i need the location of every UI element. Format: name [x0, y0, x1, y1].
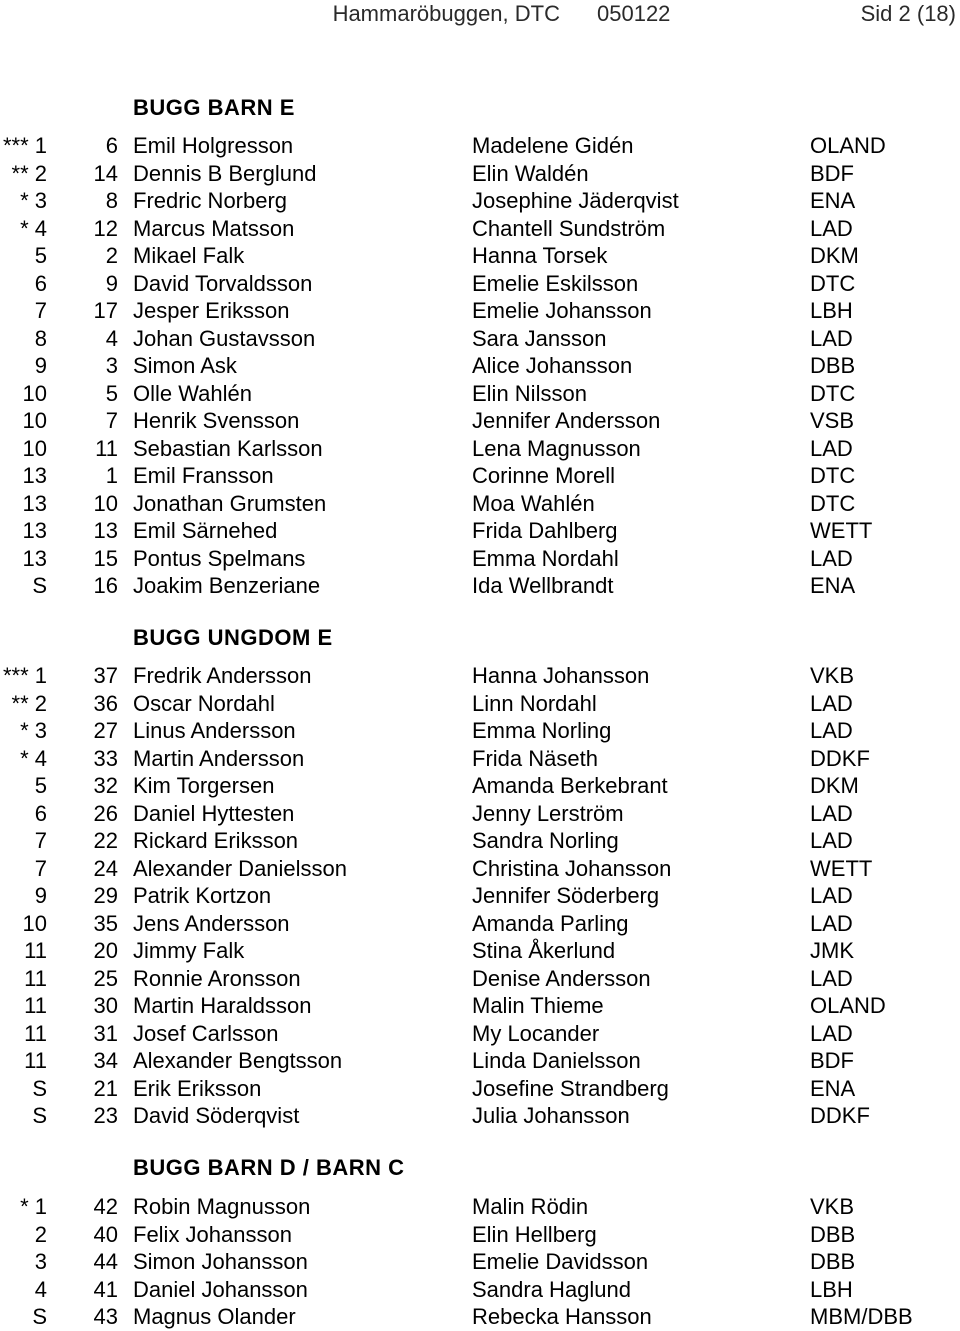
- club-code: DTC: [810, 463, 856, 488]
- couple-number: 13: [93, 518, 118, 543]
- club-code: DTC: [810, 270, 856, 296]
- couple-number: 34: [93, 1048, 118, 1073]
- partner-name: Malin Rödin: [472, 1194, 589, 1219]
- dancer-name: Josef Carlsson: [133, 1020, 279, 1046]
- club-code: MBM/DBB: [810, 1304, 913, 1329]
- club-code: LAD: [810, 965, 853, 991]
- result-row: [0, 1047, 960, 1075]
- club-code: ENA: [810, 1075, 856, 1101]
- result-row: [0, 297, 960, 325]
- partner-name: Hanna Torsek: [472, 243, 608, 268]
- placement: 5: [34, 773, 47, 798]
- couple-number: 11: [95, 435, 118, 461]
- dancer-name: Alexander Bengtsson: [133, 1048, 343, 1073]
- dancer-name: Johan Gustavsson: [133, 325, 316, 351]
- result-row: [0, 325, 960, 353]
- page-number: Sid 2 (18): [860, 1, 956, 26]
- club-code: BDF: [810, 1048, 854, 1073]
- couple-number: 17: [93, 298, 118, 323]
- partner-name: Emelie Johansson: [472, 298, 652, 323]
- dancer-name: Patrik Kortzon: [133, 883, 272, 908]
- dancer-name: Simon Ask: [133, 353, 237, 378]
- club-code: LBH: [810, 298, 853, 323]
- page-header: [0, 0, 960, 30]
- dancer-name: Daniel Johansson: [133, 1276, 308, 1302]
- result-row: [0, 772, 960, 800]
- dancer-name: Jimmy Falk: [133, 938, 245, 963]
- placement: S: [32, 1075, 47, 1101]
- partner-name: Corinne Morell: [472, 463, 616, 488]
- placement: 11: [24, 993, 47, 1018]
- couple-number: 40: [93, 1221, 118, 1247]
- placement: S: [32, 1103, 47, 1128]
- result-row: [0, 910, 960, 938]
- results-list: [0, 1193, 960, 1331]
- result-row: [0, 1276, 960, 1304]
- club-code: LAD: [810, 690, 853, 716]
- couple-number: 12: [93, 215, 118, 241]
- club-code: VKB: [810, 663, 855, 688]
- dancer-name: Kim Torgersen: [133, 773, 275, 798]
- couple-number: 22: [93, 828, 118, 853]
- couple-number: 41: [93, 1276, 118, 1302]
- couple-number: 5: [105, 380, 118, 406]
- result-row: [0, 745, 960, 773]
- couple-number: 10: [93, 490, 118, 516]
- placement: 13: [22, 545, 47, 571]
- placement: ** 2: [11, 690, 47, 716]
- partner-name: Amanda Berkebrant: [472, 773, 668, 798]
- dancer-name: Marcus Matsson: [133, 215, 295, 241]
- partner-name: Malin Thieme: [472, 993, 604, 1018]
- dancer-name: Henrik Svensson: [133, 408, 300, 433]
- placement: ** 2: [11, 160, 47, 186]
- dancer-name: Pontus Spelmans: [133, 545, 306, 571]
- dancer-name: Felix Johansson: [133, 1221, 292, 1247]
- results-list: [0, 662, 960, 1130]
- club-code: DBB: [810, 1221, 856, 1247]
- partner-name: Elin Waldén: [472, 160, 589, 186]
- placement: 2: [34, 1221, 47, 1247]
- club-code: OLAND: [810, 133, 886, 158]
- dancer-name: Ronnie Aronsson: [133, 965, 301, 991]
- result-row: [0, 662, 960, 690]
- placement: 10: [22, 408, 47, 433]
- club-code: ENA: [810, 188, 856, 213]
- placement: 11: [24, 965, 47, 991]
- partner-name: Amanda Parling: [472, 910, 629, 936]
- couple-number: 24: [93, 855, 118, 881]
- partner-name: Hanna Johansson: [472, 663, 650, 688]
- club-code: LBH: [810, 1276, 853, 1302]
- club-code: LAD: [810, 325, 853, 351]
- result-row: [0, 1102, 960, 1130]
- partner-name: Ida Wellbrandt: [472, 573, 614, 598]
- placement: 11: [24, 1048, 47, 1073]
- couple-number: 25: [93, 965, 118, 991]
- placement: 6: [34, 270, 47, 296]
- partner-name: Jennifer Söderberg: [472, 883, 660, 908]
- partner-name: Lena Magnusson: [472, 435, 641, 461]
- dancer-name: Mikael Falk: [133, 243, 245, 268]
- result-row: [0, 132, 960, 160]
- couple-number: 26: [93, 800, 118, 826]
- dancer-name: Rickard Eriksson: [133, 828, 299, 853]
- placement: 5: [34, 243, 47, 268]
- dancer-name: Simon Johansson: [133, 1249, 308, 1274]
- placement: * 4: [20, 745, 47, 771]
- couple-number: 7: [105, 408, 118, 433]
- partner-name: Sandra Norling: [472, 828, 619, 853]
- club-code: DDKF: [810, 1103, 870, 1128]
- partner-name: Frida Näseth: [472, 745, 598, 771]
- club-code: LAD: [810, 545, 853, 571]
- couple-number: 27: [93, 718, 118, 743]
- result-row: [0, 882, 960, 910]
- club-code: BDF: [810, 160, 854, 186]
- couple-number: 32: [93, 773, 118, 798]
- couple-number: 23: [93, 1103, 118, 1128]
- section-title: BUGG UNGDOM E: [133, 625, 333, 650]
- dancer-name: Oscar Nordahl: [133, 690, 275, 716]
- partner-name: Sara Jansson: [472, 325, 607, 351]
- result-row: [0, 435, 960, 463]
- result-row: [0, 827, 960, 855]
- partner-name: Emelie Eskilsson: [472, 270, 639, 296]
- dancer-name: Emil Särnehed: [133, 518, 278, 543]
- couple-number: 30: [93, 993, 118, 1018]
- event-date: 050122: [597, 1, 671, 26]
- dancer-name: Emil Fransson: [133, 463, 274, 488]
- couple-number: 6: [105, 133, 118, 158]
- couple-number: 21: [93, 1075, 118, 1101]
- couple-number: 15: [93, 545, 118, 571]
- result-row: [0, 517, 960, 545]
- partner-name: Josefine Strandberg: [472, 1075, 669, 1101]
- couple-number: 35: [93, 910, 118, 936]
- partner-name: Josephine Jäderqvist: [472, 188, 679, 213]
- placement: 4: [34, 1276, 47, 1302]
- placement: * 4: [20, 215, 47, 241]
- club-code: DTC: [810, 380, 856, 406]
- couple-number: 31: [93, 1020, 118, 1046]
- club-code: LAD: [810, 828, 853, 853]
- couple-number: 1: [105, 463, 118, 488]
- result-row: [0, 1193, 960, 1221]
- partner-name: Alice Johansson: [472, 353, 633, 378]
- partner-name: Elin Hellberg: [472, 1221, 597, 1247]
- couple-number: 36: [93, 690, 118, 716]
- placement: 7: [34, 828, 47, 853]
- partner-name: Madelene Gidén: [472, 133, 634, 158]
- result-row: [0, 407, 960, 435]
- result-row: [0, 352, 960, 380]
- result-row: [0, 380, 960, 408]
- dancer-name: Fredrik Andersson: [133, 663, 312, 688]
- club-code: DBB: [810, 1249, 856, 1274]
- couple-number: 43: [93, 1304, 118, 1329]
- placement: 13: [22, 490, 47, 516]
- placement: 13: [22, 463, 47, 488]
- dancer-name: Jesper Eriksson: [133, 298, 290, 323]
- result-row: [0, 1020, 960, 1048]
- couple-number: 44: [93, 1249, 118, 1274]
- result-row: [0, 462, 960, 490]
- result-row: [0, 187, 960, 215]
- partner-name: Moa Wahlén: [472, 490, 595, 516]
- result-row: [0, 1075, 960, 1103]
- dancer-name: Daniel Hyttesten: [133, 800, 295, 826]
- dancer-name: Joakim Benzeriane: [133, 573, 321, 598]
- placement: 9: [34, 353, 47, 378]
- club-code: LAD: [810, 883, 853, 908]
- result-row: [0, 545, 960, 573]
- result-row: [0, 965, 960, 993]
- club-code: DKM: [810, 243, 859, 268]
- couple-number: 2: [105, 243, 118, 268]
- placement: 6: [34, 800, 47, 826]
- placement: 7: [34, 298, 47, 323]
- couple-number: 33: [93, 745, 118, 771]
- result-row: [0, 160, 960, 188]
- partner-name: Linda Danielsson: [472, 1048, 641, 1073]
- partner-name: Chantell Sundström: [472, 215, 666, 241]
- event-title: Hammaröbuggen, DTC: [332, 1, 560, 26]
- partner-name: Elin Nilsson: [472, 380, 587, 406]
- club-code: WETT: [810, 855, 873, 881]
- placement: *** 1: [2, 133, 47, 158]
- placement: 10: [22, 380, 47, 406]
- result-row: [0, 215, 960, 243]
- dancer-name: Robin Magnusson: [133, 1194, 311, 1219]
- dancer-name: Martin Haraldsson: [133, 993, 312, 1018]
- partner-name: My Locander: [472, 1020, 600, 1046]
- dancer-name: Magnus Olander: [133, 1304, 296, 1329]
- dancer-name: Martin Andersson: [133, 745, 305, 771]
- dancer-name: Fredric Norberg: [133, 188, 288, 213]
- dancer-name: Emil Holgresson: [133, 133, 294, 158]
- dancer-name: David Torvaldsson: [133, 270, 313, 296]
- partner-name: Frida Dahlberg: [472, 518, 618, 543]
- club-code: VSB: [810, 408, 855, 433]
- placement: 8: [34, 325, 47, 351]
- partner-name: Emma Nordahl: [472, 545, 619, 571]
- couple-number: 16: [93, 573, 118, 598]
- result-row: [0, 992, 960, 1020]
- result-row: [0, 270, 960, 298]
- partner-name: Rebecka Hansson: [472, 1304, 652, 1329]
- club-code: LAD: [810, 718, 853, 743]
- couple-number: 4: [105, 325, 118, 351]
- result-row: [0, 1221, 960, 1249]
- couple-number: 3: [105, 353, 118, 378]
- partner-name: Stina Åkerlund: [472, 938, 616, 963]
- placement: S: [32, 1304, 47, 1329]
- result-row: [0, 1303, 960, 1331]
- couple-number: 42: [93, 1194, 118, 1219]
- couple-number: 8: [105, 188, 118, 213]
- club-code: OLAND: [810, 993, 886, 1018]
- dancer-name: Dennis B Berglund: [133, 160, 317, 186]
- couple-number: 29: [93, 883, 118, 908]
- club-code: ENA: [810, 573, 856, 598]
- couple-number: 9: [105, 270, 118, 296]
- placement: 9: [34, 883, 47, 908]
- placement: 10: [22, 910, 47, 936]
- couple-number: 20: [93, 938, 118, 963]
- club-code: LAD: [810, 215, 853, 241]
- result-row: [0, 572, 960, 600]
- dancer-name: Linus Andersson: [133, 718, 296, 743]
- section-title: BUGG BARN E: [133, 95, 295, 120]
- dancer-name: Olle Wahlén: [133, 380, 253, 406]
- result-row: [0, 800, 960, 828]
- club-code: DKM: [810, 773, 859, 798]
- result-row: [0, 1248, 960, 1276]
- partner-name: Christina Johansson: [472, 855, 672, 881]
- result-row: [0, 855, 960, 883]
- partner-name: Sandra Haglund: [472, 1276, 632, 1302]
- club-code: DDKF: [810, 745, 870, 771]
- placement: * 3: [20, 188, 47, 213]
- results-list: [0, 132, 960, 600]
- placement: 3: [34, 1249, 47, 1274]
- placement: 10: [22, 435, 47, 461]
- placement: * 3: [20, 718, 47, 743]
- placement: * 1: [20, 1194, 47, 1219]
- partner-name: Emma Norling: [472, 718, 612, 743]
- partner-name: Denise Andersson: [472, 965, 651, 991]
- result-row: [0, 242, 960, 270]
- placement: 7: [34, 855, 47, 881]
- club-code: WETT: [810, 518, 873, 543]
- result-row: [0, 490, 960, 518]
- dancer-name: Jonathan Grumsten: [133, 490, 327, 516]
- result-row: [0, 717, 960, 745]
- club-code: LAD: [810, 1020, 853, 1046]
- section-title: BUGG BARN D / BARN C: [133, 1155, 405, 1180]
- dancer-name: Jens Andersson: [133, 910, 290, 936]
- placement: S: [32, 573, 47, 598]
- club-code: LAD: [810, 910, 853, 936]
- club-code: LAD: [810, 435, 853, 461]
- club-code: VKB: [810, 1194, 855, 1219]
- placement: 11: [24, 938, 47, 963]
- club-code: DTC: [810, 490, 856, 516]
- placement: 13: [22, 518, 47, 543]
- couple-number: 14: [93, 160, 118, 186]
- dancer-name: Alexander Danielsson: [133, 855, 348, 881]
- dancer-name: Erik Eriksson: [133, 1075, 262, 1101]
- dancer-name: Sebastian Karlsson: [133, 435, 323, 461]
- partner-name: Emelie Davidsson: [472, 1249, 649, 1274]
- partner-name: Julia Johansson: [472, 1103, 630, 1128]
- partner-name: Jenny Lerström: [472, 800, 624, 826]
- placement: 11: [24, 1020, 47, 1046]
- club-code: JMK: [810, 938, 854, 963]
- result-row: [0, 937, 960, 965]
- partner-name: Linn Nordahl: [472, 690, 597, 716]
- club-code: LAD: [810, 800, 853, 826]
- partner-name: Jennifer Andersson: [472, 408, 661, 433]
- placement: *** 1: [2, 663, 47, 688]
- club-code: DBB: [810, 353, 856, 378]
- dancer-name: David Söderqvist: [133, 1103, 300, 1128]
- couple-number: 37: [93, 663, 118, 688]
- result-row: [0, 690, 960, 718]
